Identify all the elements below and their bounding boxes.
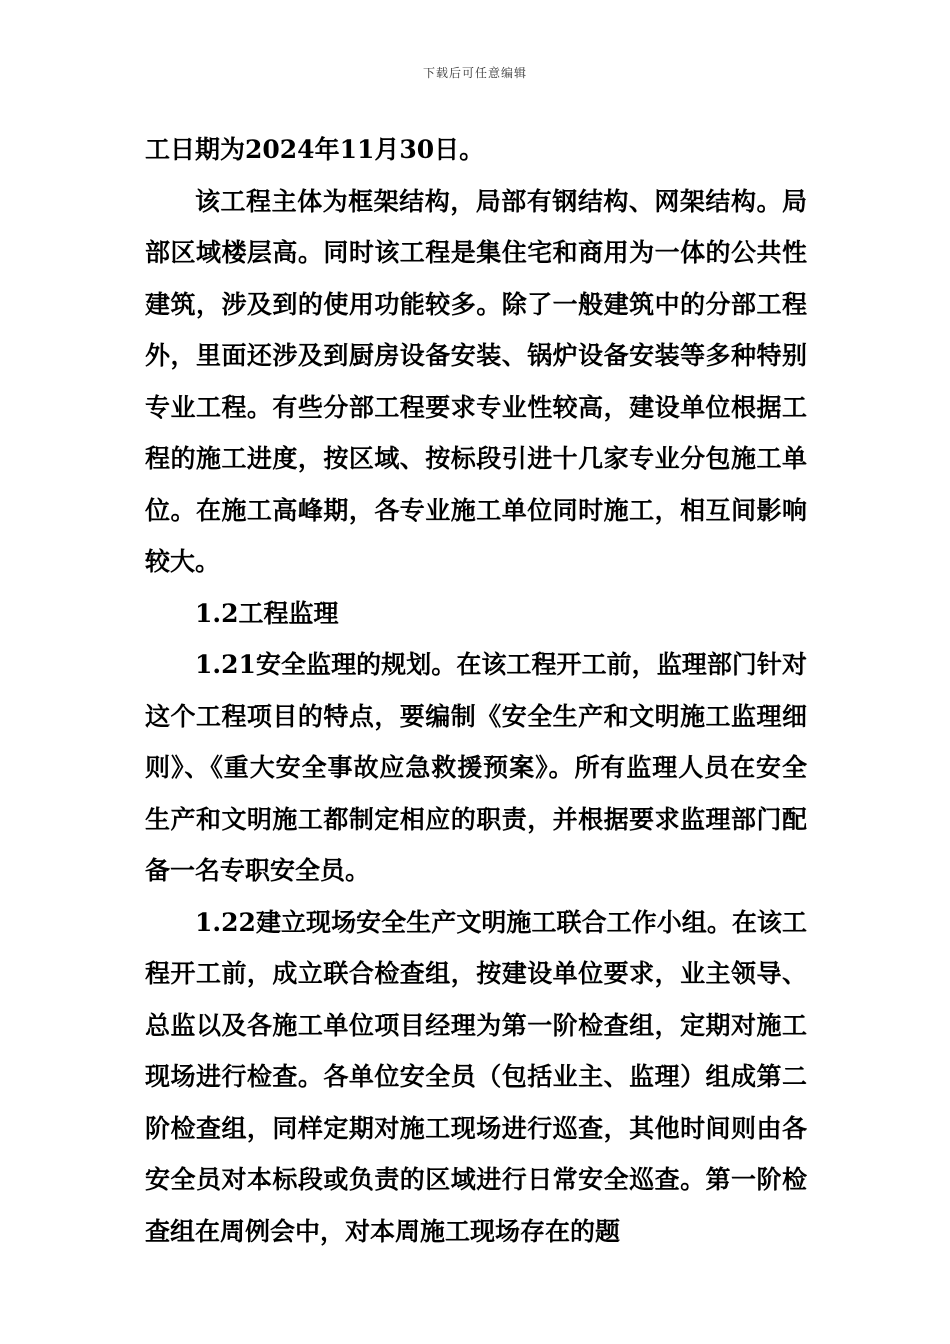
paragraph-completion-date: 工日期为2024年11月30日。 xyxy=(145,135,485,164)
page-header-note: 下载后可任意编辑 xyxy=(422,66,527,80)
paragraph-safety-planning: 1.21安全监理的规划。在该工程开工前，监理部门针对这个工程项目的特点，要编制《安全生产和文明施工监理细则》、《重大安全事故应急救援预案》。所有监理人员在安全生产和文明施工都制定相应的职责，并根据要求监理部门配备一名专职安全员。 xyxy=(145,650,807,885)
paragraph-joint-working-group: 1.22建立现场安全生产文明施工联合工作小组。在该工程开工前，成立联合检查组，按建设单位要求，业主领导、总监以及各施工单位项目经理为第一阶检查组，定期对施工现场进行检查。各单位安全员（包括业主、监理）组成第二阶检查组，同样定期对施工现场进行巡查，其他时间则由各安全员对本标段或负责的区域进行日常安全巡查。第一阶检查组在周例会中，对本周施工现场存在的题 xyxy=(145,907,807,1246)
section-heading-supervision: 1.2工程监理 xyxy=(195,598,339,628)
document-body xyxy=(145,124,807,1257)
paragraph-structure-overview: 该工程主体为框架结构，局部有钢结构、网架结构。局部区域楼层高。同时该工程是集住宅和商用为一体的公共性建筑，涉及到的使用功能较多。除了一般建筑中的分部工程外，里面还涉及到厨房设备安装、锅炉设备安装等多种特别专业工程。有些分部工程要求专业性较高，建设单位根据工程的施工进度，按区域、按标段引进十几家专业分包施工单位。在施工高峰期，各专业施工单位同时施工，相互间影响较大。 xyxy=(145,186,807,576)
